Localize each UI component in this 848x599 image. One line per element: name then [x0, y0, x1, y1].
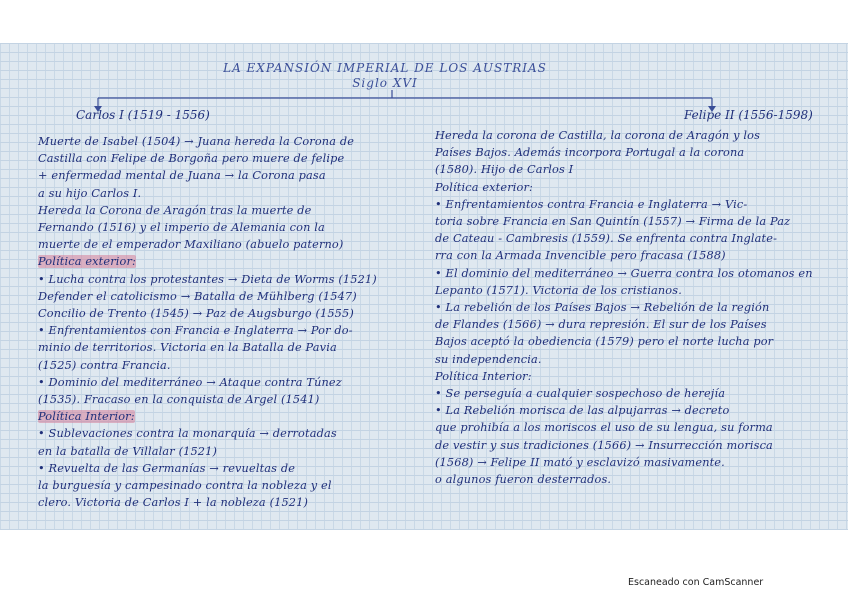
note-line: • La Rebelión morisca de las alpujarras → decreto: [435, 404, 730, 418]
note-line: • Sublevaciones contra la monarquía → derrotadas: [38, 427, 337, 441]
note-line: Bajos aceptó la obediencia (1579) pero el norte lucha por: [435, 335, 774, 349]
note-line: • Enfrentamientos contra Francia e Inglaterra → Vic-: [435, 197, 748, 211]
notes-sheet: [0, 43, 848, 530]
note-line: Concilio de Trento (1545) → Paz de Augsburgo (1555): [38, 307, 354, 321]
note-line: la burguesía y campesinado contra la nobleza y el: [38, 479, 332, 493]
note-line: • Enfrentamientos con Francia e Inglaterra → Por do-: [38, 324, 353, 338]
note-line: (1525) contra Francia.: [38, 358, 171, 372]
note-line: + enfermedad mental de Juana → la Corona pasa: [38, 169, 326, 183]
section-heading: Política Interior:: [38, 410, 135, 424]
carlos-column: [38, 133, 398, 511]
note-line: de vestir y sus tradiciones (1566) → Insurrección morisca: [435, 438, 773, 452]
note-line: Lepanto (1571). Victoria de los cristianos.: [435, 283, 682, 297]
section-heading: Política Interior:: [435, 369, 532, 383]
note-line: • Lucha contra los protestantes → Dieta de Worms (1521): [38, 272, 377, 286]
note-line: • Revuelta de las Germanías → revueltas de: [38, 461, 296, 475]
note-line: • La rebelión de los Países Bajos → Rebelión de la región: [435, 301, 770, 315]
note-line: que prohibía a los moriscos el uso de su lengua, su forma: [435, 421, 773, 435]
note-line: a su hijo Carlos I.: [38, 186, 142, 200]
section-heading: Política exterior:: [38, 255, 136, 269]
note-line: • Se perseguía a cualquier sospechoso de herejía: [435, 387, 726, 401]
note-line: • El dominio del mediterráneo → Guerra contra los otomanos en: [435, 266, 813, 280]
note-line: Muerte de Isabel (1504) → Juana hereda la Corona de: [38, 135, 355, 148]
note-line: Hereda la corona de Castilla, la corona de Aragón y los: [435, 129, 761, 142]
note-line: clero. Victoria de Carlos I + la nobleza (1521): [38, 496, 309, 510]
note-line: Castilla con Felipe de Borgoña pero muere de felipe: [38, 152, 345, 166]
note-line: Hereda la Corona de Aragón tras la muerte de: [38, 203, 312, 217]
felipe-column: [435, 127, 830, 488]
note-line: en la batalla de Villalar (1521): [38, 444, 218, 458]
note-line: (1580). Hijo de Carlos I: [435, 163, 574, 177]
note-line: Fernando (1516) y el imperio de Alemania con la: [38, 221, 325, 235]
note-line: de Cateau - Cambresis (1559). Se enfrenta contra Inglate-: [435, 232, 778, 246]
note-line: • Dominio del mediterráneo → Ataque contra Túnez: [38, 375, 342, 389]
note-line: rra con la Armada Invencible pero fracasa (1588): [435, 249, 726, 263]
note-line: Países Bajos. Además incorpora Portugal a la corona: [435, 146, 745, 160]
note-line: (1535). Fracaso en la conquista de Argel (1541): [38, 393, 320, 407]
note-line: su independencia.: [435, 352, 542, 366]
note-line: Defender el catolicismo → Batalla de Mühlberg (1547): [38, 289, 357, 303]
felipe-header: Felipe II (1556-1598): [684, 108, 813, 122]
page-subtitle: Siglo XVI: [352, 76, 418, 90]
scanner-watermark: Escaneado con CamScanner: [628, 577, 764, 588]
note-line: o algunos fueron desterrados.: [435, 473, 612, 487]
note-line: de Flandes (1566) → dura represión. El sur de los Países: [435, 318, 767, 332]
section-heading: Política exterior:: [435, 180, 533, 194]
note-line: minio de territorios. Victoria en la Batalla de Pavia: [38, 341, 337, 355]
note-line: (1568) → Felipe II mató y esclavizó masivamente.: [435, 455, 725, 469]
page-title: LA EXPANSIÓN IMPERIAL DE LOS AUSTRIAS: [223, 61, 547, 75]
note-line: muerte de el emperador Maxiliano (abuelo paterno): [38, 238, 344, 252]
note-line: toria sobre Francia en San Quintín (1557) → Firma de la Paz: [435, 215, 791, 229]
carlos-header: Carlos I (1519 - 1556): [76, 108, 210, 122]
